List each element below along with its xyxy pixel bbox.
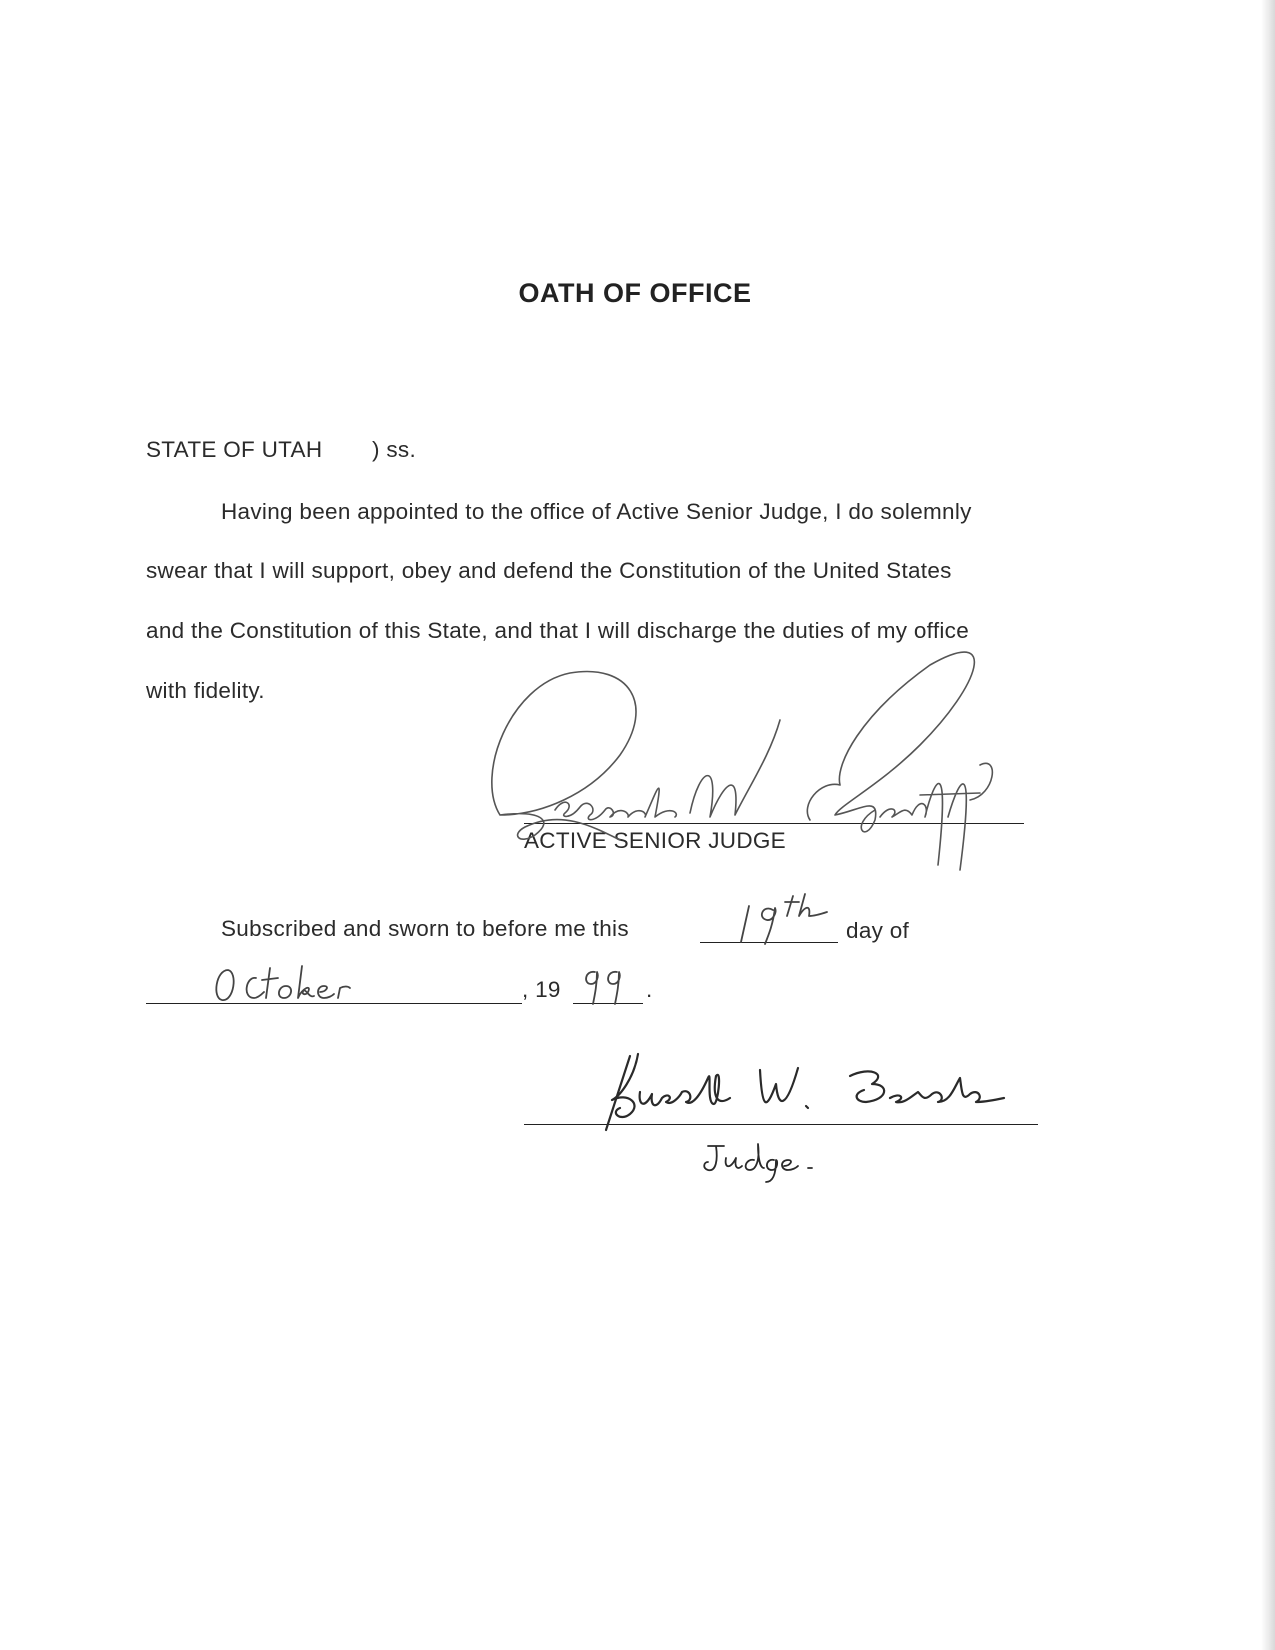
page-edge-shadow [1261,0,1275,1650]
venue-ss: ) ss. [372,437,416,462]
oath-line-2: swear that I will support, obey and defend the Constitution of the United States [146,558,952,583]
oath-line-1: Having been appointed to the office of Active Senior Judge, I do solemnly [221,499,972,524]
jurat-day-suffix: day of [846,918,910,943]
affiant-signature [480,645,1040,875]
document-title: OATH OF OFFICE [518,278,752,308]
venue-state: STATE OF UTAH [146,437,323,462]
jurat-month-handwriting [210,962,360,1008]
jurat-year-prefix: , 19 [522,977,561,1002]
jurat-period: . [646,977,653,1002]
jurat-day-handwriting [735,890,845,950]
officer-title-handwriting [700,1138,820,1188]
officer-signature [590,1048,1010,1138]
oath-line-3: and the Constitution of this State, and that I will discharge the duties of my office [146,618,970,643]
jurat-year-handwriting [575,964,635,1008]
oath-line-4: with fidelity. [146,678,265,703]
affiant-signature-label: ACTIVE SENIOR JUDGE [524,828,786,853]
jurat-lead: Subscribed and sworn to before me this [221,916,629,941]
